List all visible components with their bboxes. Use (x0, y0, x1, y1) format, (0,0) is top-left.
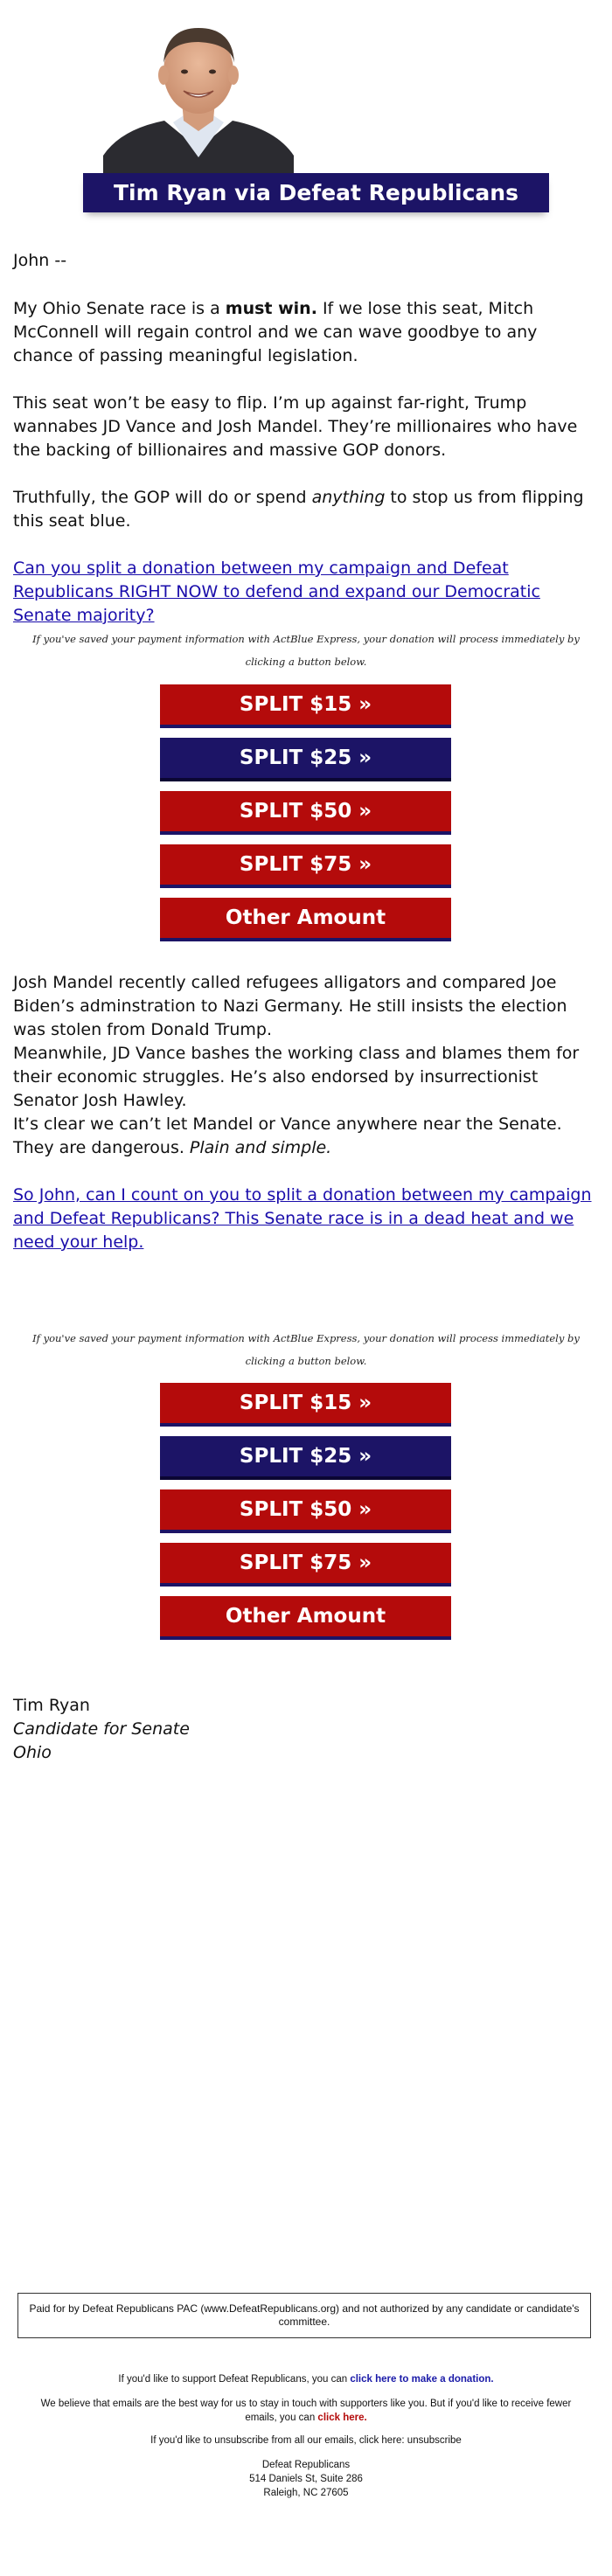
signature-title: Candidate for Senate (13, 1719, 190, 1739)
unsubscribe-line[interactable] (17, 2434, 595, 2448)
other-amount-button-2[interactable]: Other Amount (160, 1596, 451, 1640)
donate-link[interactable]: click here to make a donation. (350, 2374, 494, 2385)
split-75-button-1[interactable]: SPLIT $75 » (160, 844, 451, 888)
split-50-button-1[interactable]: SPLIT $50 » (160, 791, 451, 835)
split-15-button-2[interactable]: SPLIT $15 » (160, 1383, 451, 1427)
p3-italic: anything (311, 488, 386, 507)
paragraph-4: Josh Mandel recently called refugees alligators and compared Joe Biden’s adminstration to Nazi Germany. He still insists the election was stolen from Donald Trump. (13, 973, 567, 1039)
paragraph-6 (13, 1113, 599, 1160)
cta-link-2[interactable]: So John, can I count on you to split a donation between my campaign and Defeat Republicans? This Senate race is in a dead heat and we need your help. (13, 1185, 592, 1252)
unsubscribe-text[interactable]: If you'd like to unsubscribe from all our emails, click here: unsubscribe (150, 2435, 462, 2446)
p1-text-a: My Ohio Senate race is a (13, 299, 226, 318)
greeting: John -- (13, 251, 67, 270)
email-header (0, 0, 612, 214)
signature-name: Tim Ryan (13, 1696, 90, 1715)
portrait-photo-icon (103, 17, 294, 175)
paragraph-2: This seat won’t be easy to flip. I’m up against far-right, Trump wannabes JD Vance and Josh Mandel. They’re millionaires who have the backing of billionaires and massive GOP donors. (13, 393, 578, 460)
emails-line (17, 2397, 595, 2425)
fewer-emails-link[interactable]: click here. (317, 2413, 367, 2423)
split-50-button-2[interactable]: SPLIT $50 » (160, 1489, 451, 1533)
p3-text-a: Truthfully, the GOP will do or spend (13, 488, 312, 507)
split-25-button-2[interactable]: SPLIT $25 » (160, 1436, 451, 1480)
paragraph-1 (13, 297, 599, 368)
banner-title: Tim Ryan via Defeat Republicans (83, 173, 549, 212)
paragraph-3 (13, 486, 599, 533)
p6-text-a: It’s clear we can’t let Mandel or Vance anywhere near the Senate. They are dangerous. (13, 1114, 562, 1157)
emails-text: We believe that emails are the best way for us to stay in touch with supporters like you. But if you'd like to receive fewer emails, you can (40, 2399, 572, 2423)
org-name: Defeat Republicans (261, 2460, 351, 2470)
support-text: If you'd like to support Defeat Republicans, you can (118, 2374, 351, 2385)
org-city: Raleigh, NC 27605 (263, 2488, 349, 2498)
candidate-portrait (103, 17, 294, 175)
cta-paragraph-2 (13, 1184, 599, 1254)
paragraph-5: Meanwhile, JD Vance bashes the working class and blames them for their economic struggles. He’s also endorsed by insurrectionist Senator Josh Hawley. (13, 1044, 580, 1110)
cta-paragraph-1 (13, 557, 599, 628)
actblue-disclaimer-2: If you've saved your payment information with ActBlue Express, your donation will process immediately by clicking a button below. (32, 1332, 580, 1367)
p1-text-b: If we lose this seat, Mitch McConnell will regain control and we can wave goodbye to any chance of passing meaningful legislation. (13, 299, 538, 365)
signature-state: Ohio (13, 1743, 52, 1762)
other-amount-button-1[interactable]: Other Amount (160, 898, 451, 941)
org-street: 514 Daniels St, Suite 286 (249, 2474, 363, 2484)
split-75-button-2[interactable]: SPLIT $75 » (160, 1543, 451, 1587)
support-line (17, 2372, 595, 2386)
p1-bold: must win. (225, 299, 317, 318)
paid-for-box: Paid for by Defeat Republicans PAC (www.DefeatRepublicans.org) and not authorized by any candidate or candidate's committee. (17, 2293, 591, 2338)
split-25-button-1[interactable]: SPLIT $25 » (160, 738, 451, 781)
split-15-button-1[interactable]: SPLIT $15 » (160, 684, 451, 728)
actblue-disclaimer-1: If you've saved your payment information with ActBlue Express, your donation will process immediately by clicking a button below. (32, 633, 580, 668)
cta-link-1[interactable]: Can you split a donation between my campaign and Defeat Republicans RIGHT NOW to defend and expand our Democratic Senate majority? (13, 559, 540, 625)
p6-italic: Plain and simple. (189, 1138, 332, 1157)
p3-text-b: to stop us from flipping this seat blue. (13, 488, 584, 531)
